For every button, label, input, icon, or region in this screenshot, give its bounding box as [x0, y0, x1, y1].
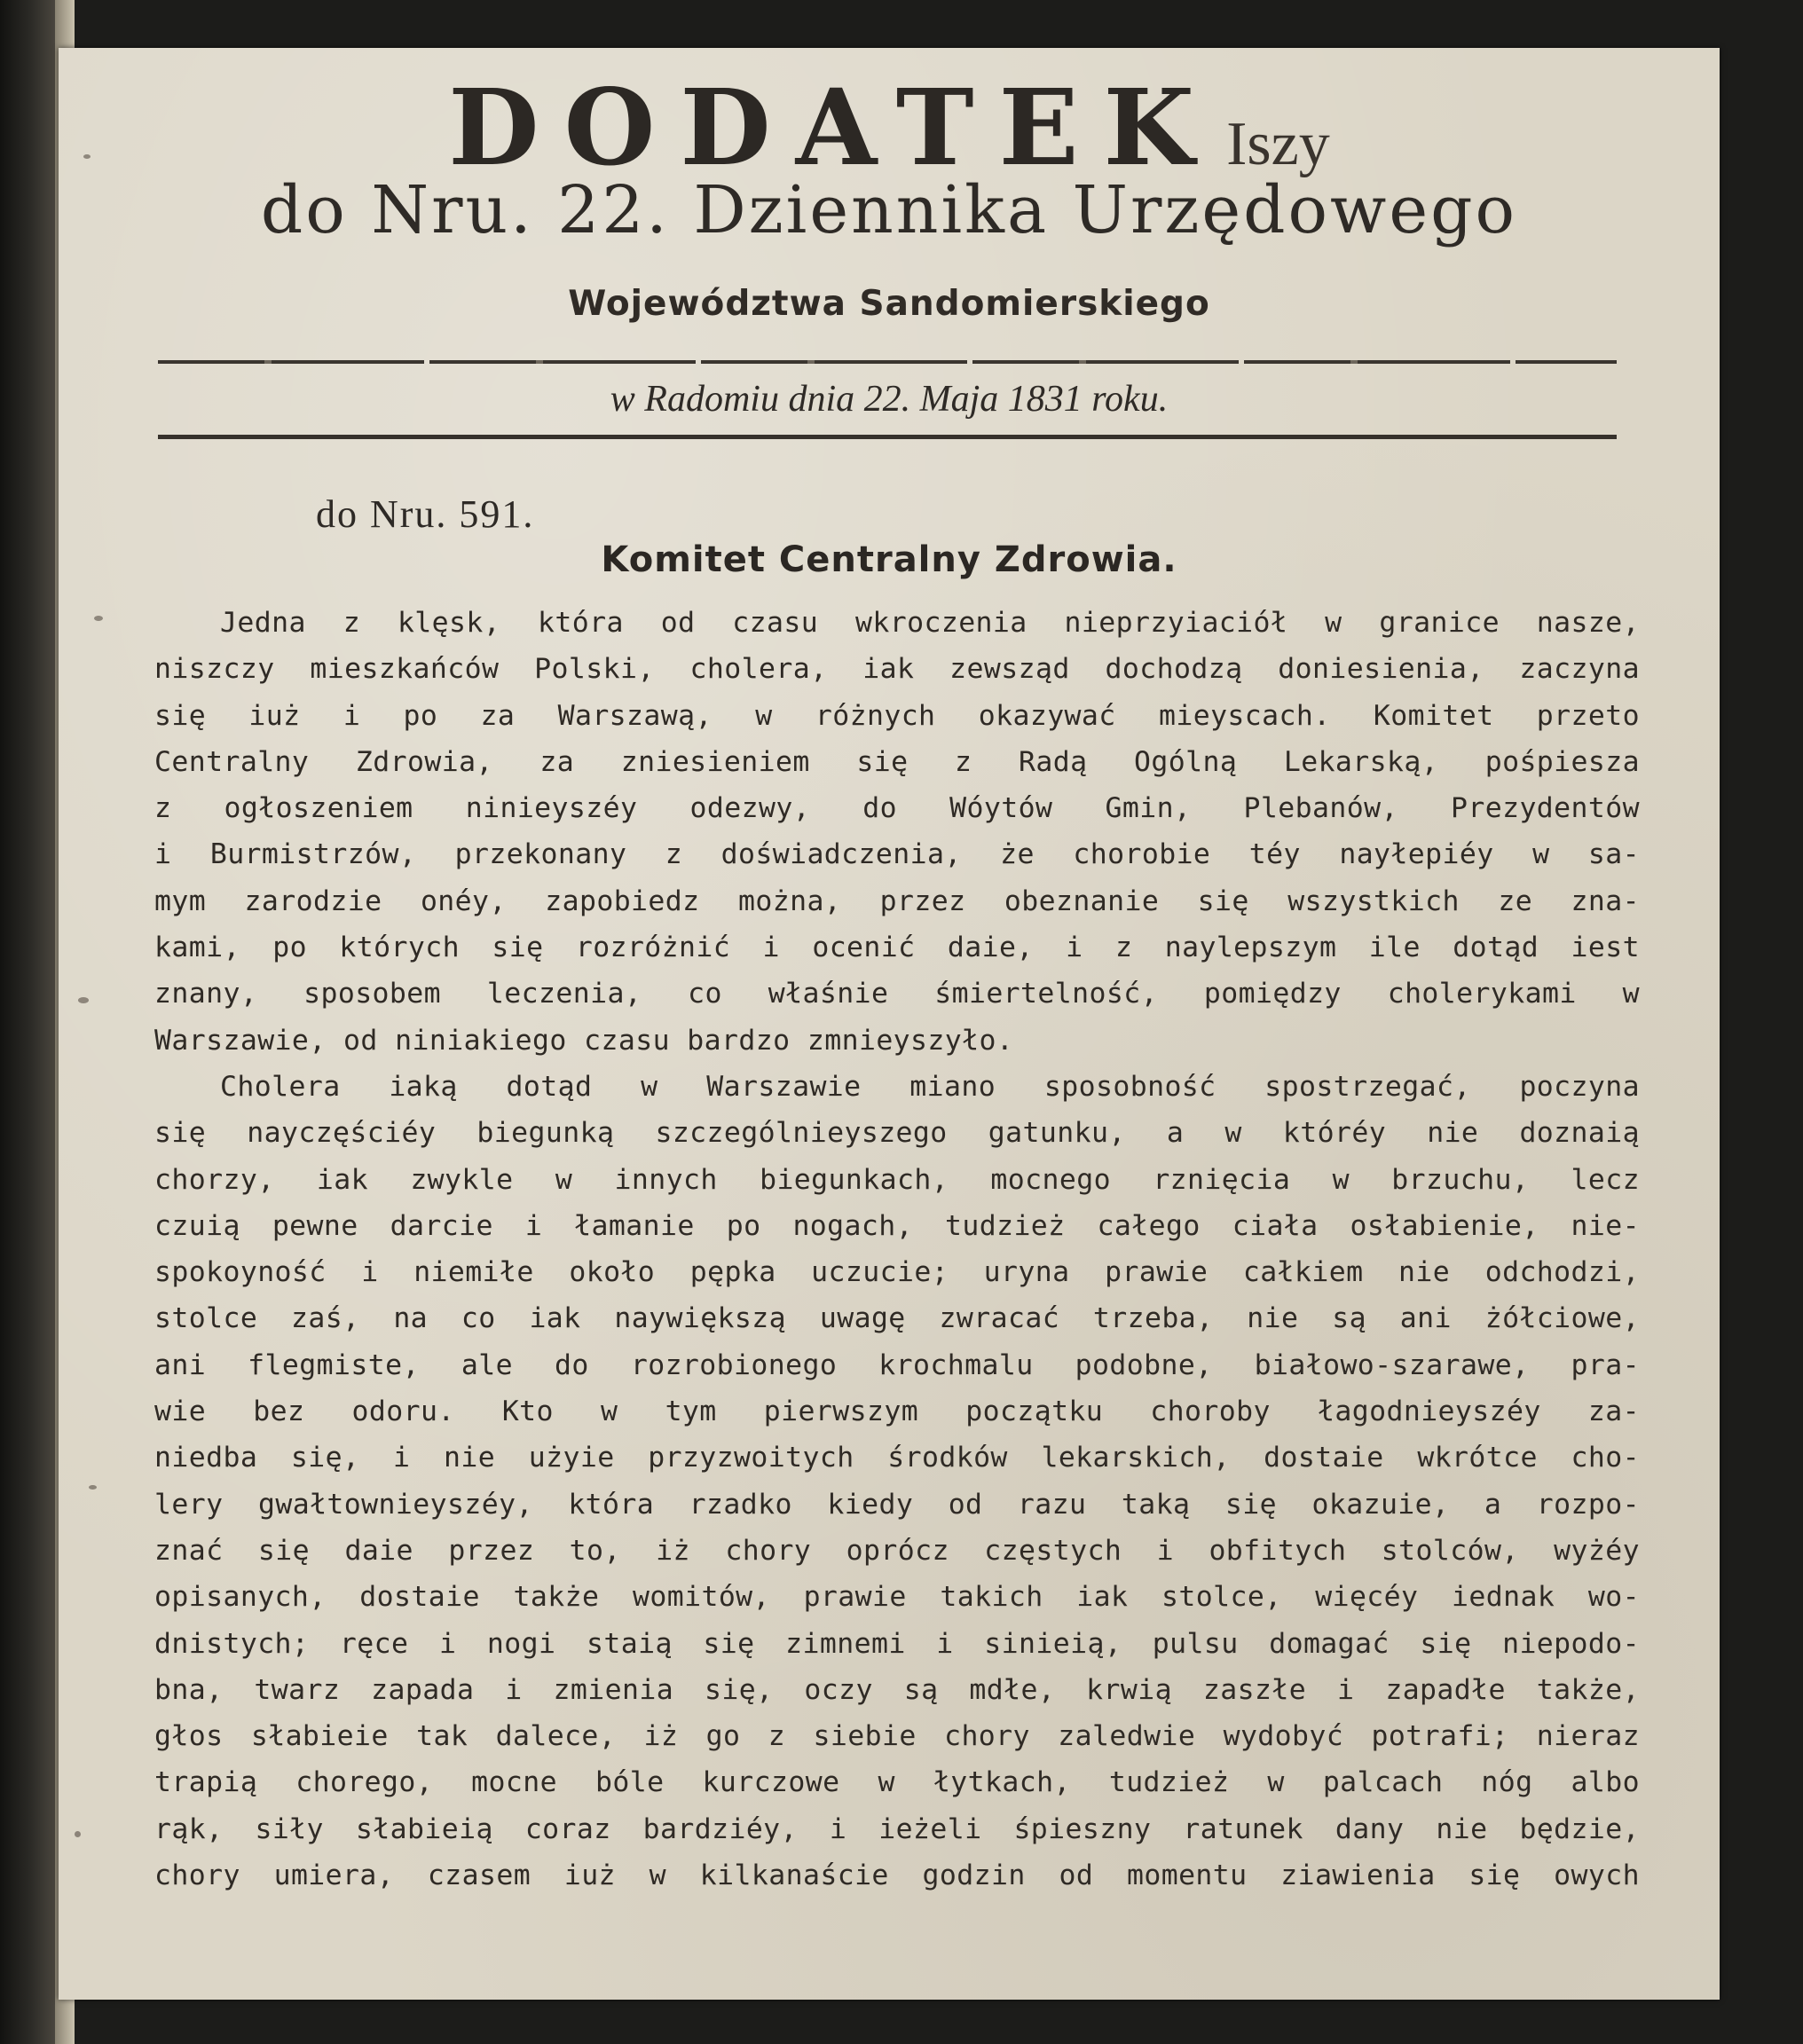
document-subtitle: do Nru. 22. Dziennika Urzędowego [260, 172, 1518, 248]
text-line: stolce zaś, na co iak naywiększą uwagę zwracać trzeba, nie są ani żółciowe, [154, 1302, 1640, 1335]
text-line: ani flegmiste, ale do rozrobionego krochmalu podobne, białowo-szarawe, pra- [154, 1348, 1640, 1381]
text-line: opisanych, dostaie także womitów, prawie takich iak stolce, więcéy iednak wo- [154, 1581, 1640, 1614]
body-text [154, 600, 1640, 1899]
document-title: DODATEK [448, 66, 1220, 189]
header-rule-bottom [158, 435, 1617, 439]
text-line: głos słabieie tak dalece, iż go z siebie chory zaledwie wydobyć potrafi; nieraz [154, 1720, 1640, 1753]
text-line: kami, po których się rozróżnić i ocenić daie, i z naylepszym ile dotąd iest [154, 932, 1640, 964]
text-line: się nayczęściéy biegunką szczególnieyszego gatunku, a w któréy nie doznaią [154, 1117, 1640, 1150]
paper-speck [94, 616, 103, 621]
text-line: czuią pewne darcie i łamanie po nogach, tudzież całego ciała osłabienie, nie- [154, 1209, 1640, 1242]
paragraph [154, 1064, 1640, 1899]
text-line: znany, sposobem leczenia, co właśnie śmiertelność, pomiędzy cholerykami w [154, 978, 1640, 1010]
document-page [59, 48, 1720, 2000]
header-rule-top [158, 360, 1617, 364]
text-line: wie bez odoru. Kto w tym pierwszym początku choroby łagodnieyszéy za- [154, 1395, 1640, 1428]
document-subtitle-region: Województwa Sandomierskiego [568, 284, 1210, 324]
text-line: Warszawie, od niniakiego czasu bardzo zmnieyszyło. [154, 1024, 1014, 1057]
text-line: lery gwałtownieyszéy, która rzadko kiedy od razu taką się okazuie, a rozpo- [154, 1488, 1640, 1521]
text-line: bna, twarz zapada i zmienia się, oczy są mdłe, krwią zaszłe i zapadłe także, [154, 1673, 1640, 1706]
text-line: niszczy mieszkańców Polski, cholera, iak zewsząd dochodzą doniesienia, zaczyna [154, 653, 1640, 686]
text-line: spokoyność i niemiłe około pępka uczucie; uryna prawie całkiem nie odchodzi, [154, 1256, 1640, 1289]
text-line: znać się daie przez to, iż chory oprócz częstych i obfitych stolców, wyżéy [154, 1534, 1640, 1567]
paragraph [154, 600, 1640, 1064]
document-title-suffix: Iszy [1226, 110, 1330, 178]
text-line: się iuż i po za Warszawą, w różnych okazywać mieyscach. Komitet przeto [154, 699, 1640, 732]
text-line: trapią chorego, mocne bóle kurczowe w łytkach, tudzież w palcach nóg albo [154, 1766, 1640, 1799]
paper-speck [83, 154, 91, 159]
text-line: rąk, siły słabieią coraz bardziéy, i ieżeli śpieszny ratunek dany nie będzie, [154, 1812, 1640, 1845]
text-line: chorzy, iak zwykle w innych biegunkach, mocnego rznięcia w brzuchu, lecz [154, 1163, 1640, 1196]
text-line: Jedna z klęsk, która od czasu wkroczenia nieprzyiaciół w granice nasze, [220, 607, 1640, 639]
reference-number: do Nru. 591. [316, 492, 535, 536]
text-line: chory umiera, czasem iuż w kilkanaście godzin od momentu ziawienia się owych [154, 1859, 1640, 1892]
dateline: w Radomiu dnia 22. Maja 1831 roku. [610, 379, 1169, 420]
text-line: Centralny Zdrowia, za zniesieniem się z Radą Ogólną Lekarską, pośpiesza [154, 745, 1640, 778]
text-line: i Burmistrzów, przekonany z doświadczenia, że chorobie téy nayłepiéy w sa- [154, 838, 1640, 871]
paper-speck [89, 1485, 97, 1490]
text-line: Cholera iaką dotąd w Warszawie miano sposobność spostrzegać, poczyna [220, 1070, 1640, 1103]
text-line: z ogłoszeniem ninieyszéy odezwy, do Wóytów Gmin, Plebanów, Prezydentów [154, 792, 1640, 825]
paper-speck [75, 1831, 81, 1837]
paper-speck [78, 997, 89, 1003]
text-line: mym zarodzie onéy, zapobiedz można, przez obeznanie się wszystkich ze zna- [154, 884, 1640, 917]
text-line: dnistych; ręce i nogi staią się zimnemi i sinieią, pulsu domagać się niepodo- [154, 1627, 1640, 1660]
section-heading: Komitet Centralny Zdrowia. [601, 539, 1177, 580]
masthead [59, 66, 1720, 189]
text-line: niedba się, i nie użyie przyzwoitych środków lekarskich, dostaie wkrótce cho- [154, 1442, 1640, 1474]
book-binding [0, 0, 55, 2044]
